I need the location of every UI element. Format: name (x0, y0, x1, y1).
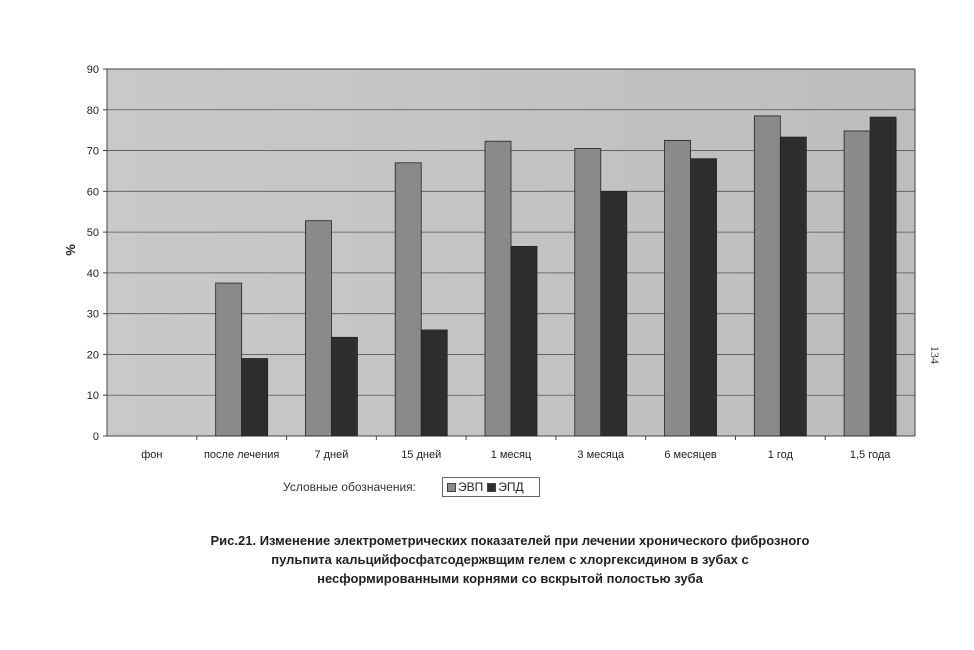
y-tick-label: 30 (86, 308, 99, 321)
caption-line-2: пульпита кальцийфосфатсодержвщим гелем с хлоргексидином в зубах с (271, 552, 749, 567)
legend-swatch-evp (447, 483, 456, 492)
legend-label-evp: ЭВП (458, 480, 484, 494)
y-tick-label: 80 (86, 104, 99, 117)
x-axis-ticks (141, 436, 891, 461)
legend-item-evp (447, 480, 483, 494)
legend-title: Условные обозначения: (283, 480, 416, 494)
x-tick-label: 6 месяцев (664, 449, 717, 461)
bar-epd (421, 330, 447, 436)
y-tick-label: 0 (92, 431, 99, 443)
y-tick-label: 20 (86, 349, 99, 362)
bar-evp (575, 149, 601, 436)
x-tick-label: 1 год (767, 449, 793, 461)
bar-evp (395, 163, 421, 436)
legend-swatch-epd (487, 483, 496, 492)
bar-evp (754, 116, 780, 436)
x-tick-label: фон (141, 449, 163, 461)
legend-label-epd: ЭПД (498, 480, 524, 494)
bar-epd (511, 246, 537, 436)
bar-evp (216, 283, 242, 436)
legend (442, 477, 540, 497)
bar-evp (305, 221, 331, 436)
legend-item-epd (487, 480, 523, 494)
page-number: 134 (928, 346, 942, 364)
y-tick-label: 70 (86, 145, 99, 158)
x-tick-label: 1,5 года (849, 449, 891, 461)
bar-epd (242, 359, 268, 436)
x-tick-label: 1 месяц (490, 449, 532, 461)
x-tick-label: 15 дней (401, 449, 442, 461)
bar-epd (601, 191, 627, 436)
bar-epd (331, 337, 357, 436)
bar-evp (485, 141, 511, 436)
figure-caption (120, 531, 900, 588)
bar-evp (665, 140, 691, 436)
y-tick-label: 40 (86, 267, 99, 280)
x-tick-label: 3 месяца (577, 449, 625, 461)
y-tick-label: 90 (86, 64, 99, 76)
x-tick-label: 7 дней (314, 449, 349, 461)
bar-evp (844, 131, 870, 436)
bar-epd (870, 117, 896, 436)
bar-epd (691, 159, 717, 436)
y-axis-ticks (87, 64, 107, 443)
y-tick-label: 50 (86, 227, 99, 240)
bar-epd (780, 137, 806, 436)
caption-line-3: несформированными корнями со вскрытой полостью зуба (317, 571, 703, 586)
y-axis-label: % (63, 244, 78, 256)
y-tick-label: 60 (86, 186, 99, 199)
x-tick-label: после лечения (203, 449, 280, 461)
y-tick-label: 10 (86, 390, 99, 403)
caption-line-1: Рис.21. Изменение электрометрических показателей при лечении хронического фиброзного (210, 533, 810, 548)
